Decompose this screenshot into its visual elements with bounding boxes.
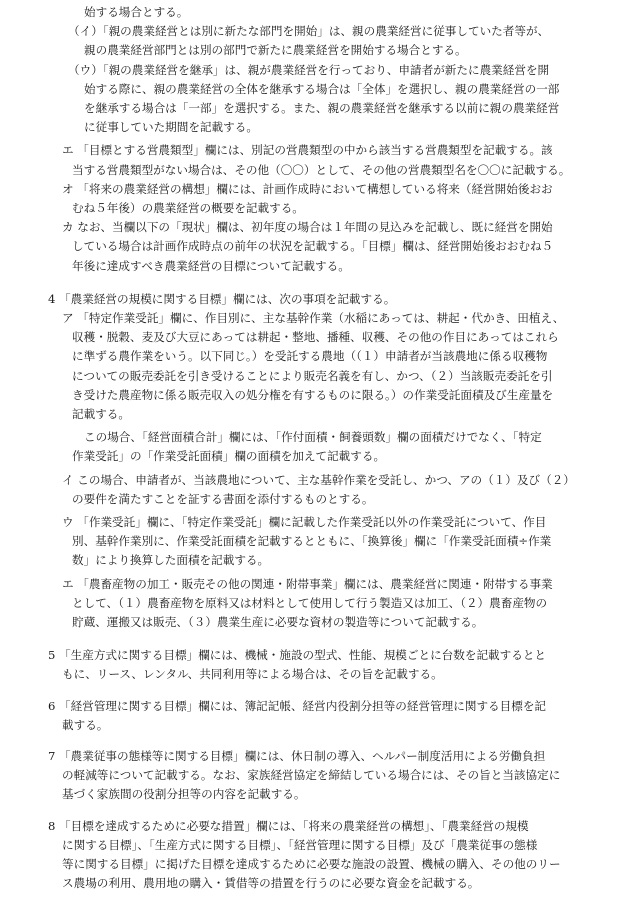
text-line: ス農場の利用、農用地の購入・賃借等の措置を行うのに必要な資金を記載する。: [62, 876, 480, 891]
text-line: 載する。: [62, 717, 109, 732]
section-heading-6: 6 「経営管理に関する目標」欄には、簿記記帳、経営内役割分担等の経営管理に関する目標を記: [48, 698, 547, 713]
text-line: もに、リース、レンタル、共同利用等による場合は、その旨を記載する。: [62, 667, 443, 682]
text-line: イ この場合、申請者が、当該農地について、主な基幹作業を受託し、かつ、アの（１）及び（２）: [62, 472, 575, 487]
text-line: 収穫・脱穀、麦及び大豆にあっては耕起・整地、播種、収穫、その他の作目にあってはこれら: [72, 330, 559, 345]
section-heading-5: 5 「生産方式に関する目標」欄には、機械・施設の型式、性能、規模ごとに台数を記載するとと: [48, 648, 547, 663]
text-line: 等に関する目標」に掲げた目標を達成するために必要な施設の設置、機械の購入、その他のリー: [62, 857, 561, 871]
text-line: ウ 「作業受託」欄に、「特定作業受託」欄に記載した作業受託以外の作業受託について、作目: [62, 515, 547, 529]
text-line: に関する目標」、「生産方式に関する目標」、「経営管理に関する目標」及び「農業従事の態様: [62, 837, 538, 852]
section-heading-8: 8 「目標を達成するために必要な措置」欄には、「将来の農業経営の構想」、「農業経営の規模: [48, 818, 529, 833]
text-line: している場合は計画作成時点の前年の状況を記載する。「目標」欄は、経営開始後おおむね５: [72, 239, 554, 254]
text-line: 数」により換算した面積を記載する。: [72, 553, 270, 568]
text-line: の軽減等について記載する。なお、家族経営協定を締結している場合には、その旨と当該協定に: [62, 768, 561, 783]
text-line: 当する営農類型がない場合は、その他（〇〇）として、その他の営農類型名を〇〇に記載する。: [72, 162, 571, 177]
text-line: 別、基幹作業別に、作業受託面積を記載するとともに、「換算後」欄に「作業受託面積÷作業: [72, 534, 552, 549]
text-line: エ 「目標とする営農類型」欄には、別記の営農類型の中から該当する営農類型を記載する。該: [62, 143, 553, 158]
text-line: き受けた農産物に係る販売収入の処分権を有するものに限る。）の作業受託面積及び生産量を: [72, 387, 554, 402]
text-line: エ 「農畜産物の加工・販売その他の関連・附帯事業」欄には、農業経営に関連・附帯する事業: [62, 576, 553, 591]
text-line: を継承する場合は「一部」を選択する。また、親の農業経営を継承する以前に親の農業経営: [84, 101, 560, 115]
text-line: オ 「将来の農業経営の構想」欄には、計画作成時において構想している将来（経営開始後おお: [62, 181, 553, 196]
text-line: （イ）「親の農業経営とは別に新たな部門を開始」は、親の農業経営に従事していた者等が、: [68, 24, 550, 39]
text-line: 基づく家族間の役割分担等の内容を記載する。: [62, 787, 306, 802]
section-heading-7: 7 「農業従事の態様等に関する目標」欄には、休日制の導入、ヘルパー制度活用による労働負担: [48, 749, 546, 763]
text-line: 始する際に、親の農業経営の全体を継承する場合は「全体」を選択し、親の農業経営の一部: [84, 81, 560, 96]
text-line: 記載する。: [72, 407, 130, 421]
text-line: 親の農業経営部門とは別の部門で新たに農業経営を開始する場合とする。: [84, 43, 467, 58]
text-line: として、（１）農畜産物を原料又は材料として使用して行う製造又は加工、（２）農畜産物の: [72, 595, 548, 610]
text-line: この場合、「経営面積合計」欄には、「作付面積・飼養頭数」欄の面積だけでなく、「特定: [84, 430, 542, 445]
text-line: むね５年後）の農業経営の概要を記載する。: [72, 201, 304, 215]
text-line: の要件を満たすことを証する書面を添付するものとする。: [72, 491, 374, 506]
text-line: に準ずる農作業をいう。以下同じ。）を受託する農地（（１）申請者が当該農地に係る収穫物: [72, 349, 548, 364]
text-line: 貯蔵、運搬又は販売、（３）農業生産に必要な資材の製造等について記載する。: [72, 615, 484, 629]
text-line: についての販売委託を引き受けることにより販売名義を有し、かつ、（２）当該販売委託を引: [72, 368, 553, 383]
text-line: （ウ）「親の農業経営を継承」は、親が農業経営を行っており、申請者が新たに農業経営を開: [68, 62, 550, 77]
text-line: に従事していた期間を記載する。: [84, 120, 258, 135]
text-line: カ なお、当欄以下の「現状」欄は、初年度の場合は１年間の見込みを記載し、既に経営を開始: [62, 220, 553, 235]
text-line: 年後に達成すべき農業経営の目標について記載する。: [72, 258, 350, 273]
section-heading-4: 4 「農業経営の規模に関する目標」欄には、次の事項を記載する。: [48, 291, 396, 306]
text-line: 始する場合とする。: [84, 5, 189, 19]
text-line: ア 「特定作業受託」欄に、作目別に、主な基幹作業（水稲にあっては、耕起・代かき、田植え、: [62, 311, 565, 325]
text-line: 作業受託」の「作業受託面積」欄の面積を加えて記載する。: [72, 449, 386, 464]
